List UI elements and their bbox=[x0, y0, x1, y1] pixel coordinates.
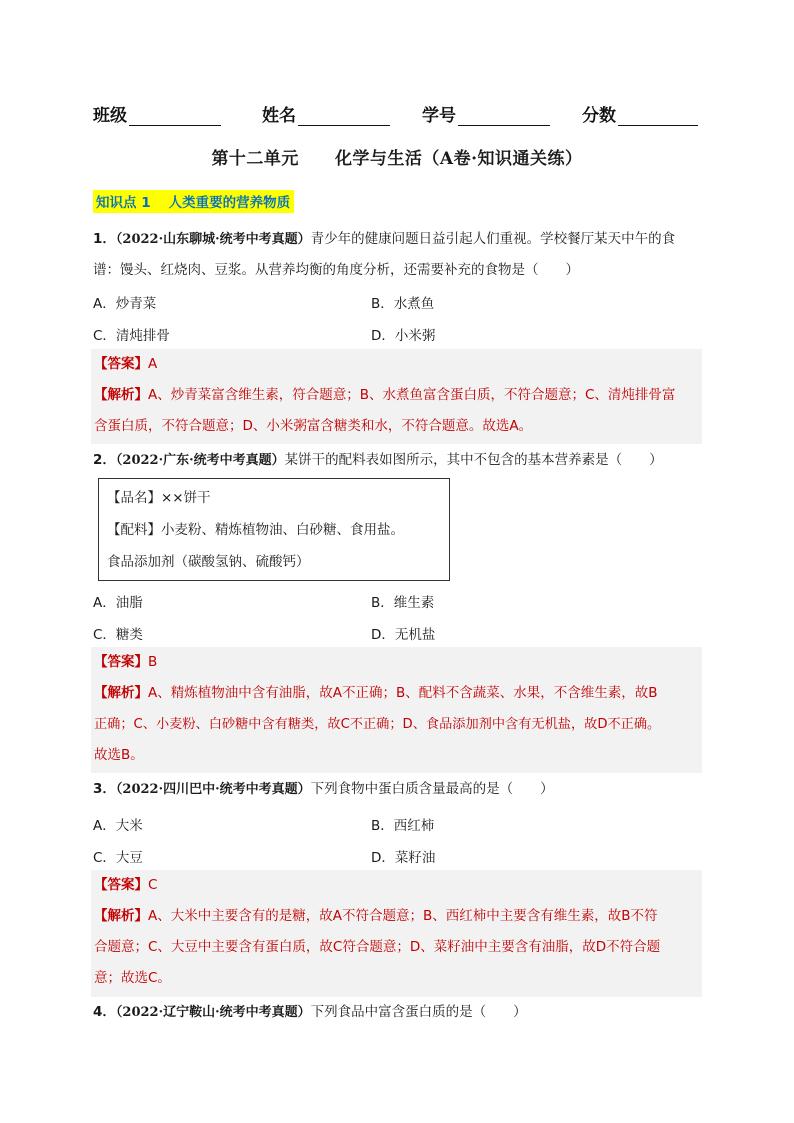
question-source: （2022·辽宁鞍山·统考中考真题） bbox=[115, 1005, 311, 1020]
option-c[interactable]: C．清炖排骨 bbox=[93, 328, 170, 344]
question-4-stem bbox=[93, 997, 705, 1028]
unit-number: 第十二单元 bbox=[211, 149, 299, 169]
option-b[interactable]: B．维生素 bbox=[371, 595, 435, 611]
option-b[interactable]: B．水煮鱼 bbox=[371, 296, 435, 312]
class-label: 班级 bbox=[93, 106, 127, 126]
answer-value: C bbox=[148, 877, 158, 893]
knowledge-point-heading bbox=[93, 190, 294, 213]
answer-tag: 【答案】 bbox=[94, 877, 148, 893]
option-a[interactable]: A．油脂 bbox=[93, 595, 143, 611]
analysis-text: 故选B。 bbox=[94, 747, 144, 763]
option-a[interactable]: A．大米 bbox=[93, 818, 143, 834]
analysis-text: A、大米中主要含有的是糖，故A不符合题意；B、西红柿中主要含有维生素，故B不符 bbox=[148, 908, 658, 924]
analysis-tag: 【解析】 bbox=[94, 387, 148, 403]
student-id-field bbox=[422, 101, 550, 126]
option-d[interactable]: D．小米粥 bbox=[371, 328, 436, 344]
question-source: （2022·四川巴中·统考中考真题） bbox=[115, 782, 311, 797]
option-a[interactable]: A．炒青菜 bbox=[93, 296, 157, 312]
analysis-text: 意；故选C。 bbox=[94, 970, 171, 986]
name-label: 姓名 bbox=[262, 106, 296, 126]
product-name-line: 【品名】××饼干 bbox=[107, 490, 211, 506]
question-text: 谱：馒头、红烧肉、豆浆。从营养均衡的角度分析，还需要补充的食物是（ ） bbox=[93, 262, 579, 278]
analysis-text: A、炒青菜富含维生素，符合题意；B、水煮鱼富含蛋白质，不符合题意；C、清炖排骨富 bbox=[148, 387, 676, 403]
question-2-stem bbox=[93, 445, 705, 476]
answer-tag: 【答案】 bbox=[94, 356, 148, 372]
question-1-stem bbox=[93, 224, 705, 286]
analysis-tag: 【解析】 bbox=[94, 685, 148, 701]
unit-subject: 化学与生活（A卷·知识通关练） bbox=[334, 149, 583, 169]
question-number: 2． bbox=[93, 452, 116, 468]
question-number: 3． bbox=[93, 781, 116, 797]
option-c[interactable]: C．糖类 bbox=[93, 627, 143, 643]
answer-tag: 【答案】 bbox=[94, 654, 148, 670]
ingredient-label-box bbox=[98, 478, 450, 581]
score-blank[interactable] bbox=[618, 107, 698, 126]
option-d[interactable]: D．无机盐 bbox=[371, 627, 436, 643]
question-number: 1． bbox=[93, 231, 116, 247]
name-field bbox=[262, 101, 390, 126]
option-b[interactable]: B．西红柿 bbox=[371, 818, 435, 834]
question-3-stem bbox=[93, 774, 705, 805]
student-id-label: 学号 bbox=[422, 106, 456, 126]
unit-title bbox=[0, 144, 794, 169]
question-text: 青少年的健康问题日益引起人们重视。学校餐厅某天中午的食 bbox=[310, 231, 676, 247]
question-source: （2022·山东聊城·统考中考真题） bbox=[115, 232, 311, 247]
analysis-text: A、精炼植物油中含有油脂，故A不正确；B、配料不含蔬菜、水果，不含维生素，故B bbox=[148, 685, 658, 701]
score-label: 分数 bbox=[582, 106, 616, 126]
question-source: （2022·广东·统考中考真题） bbox=[115, 453, 285, 468]
analysis-text: 含蛋白质，不符合题意；D、小米粥富含糖类和水，不符合题意。故选A。 bbox=[94, 418, 533, 434]
question-text: 下列食物中蛋白质含量最高的是（ ） bbox=[310, 781, 554, 797]
analysis-tag: 【解析】 bbox=[94, 908, 148, 924]
student-id-blank[interactable] bbox=[458, 107, 550, 126]
analysis-text: 合题意；C、大豆中主要含有蛋白质，故C符合题意；D、菜籽油中主要含有油脂，故D不符合题 bbox=[94, 939, 661, 955]
additives-line: 食品添加剂（碳酸氢钠、硫酸钙） bbox=[107, 554, 310, 570]
question-3-answer-box bbox=[91, 870, 702, 997]
question-1-answer-box bbox=[91, 349, 702, 444]
analysis-text: 正确；C、小麦粉、白砂糖中含有糖类，故C不正确；D、食品添加剂中含有无机盐，故D不正确。 bbox=[94, 717, 661, 732]
name-blank[interactable] bbox=[298, 107, 390, 126]
answer-value: A bbox=[148, 356, 158, 372]
question-number: 4． bbox=[93, 1004, 116, 1020]
answer-value: B bbox=[148, 654, 158, 670]
score-field bbox=[582, 101, 698, 126]
ingredients-line: 【配料】小麦粉、精炼植物油、白砂糖、食用盐。 bbox=[107, 522, 404, 538]
option-c[interactable]: C．大豆 bbox=[93, 850, 143, 866]
student-info-row bbox=[93, 101, 703, 127]
question-2-answer-box bbox=[91, 647, 702, 773]
class-blank[interactable] bbox=[129, 107, 221, 126]
question-text: 某饼干的配料表如图所示，其中不包含的基本营养素是（ ） bbox=[284, 452, 663, 468]
knowledge-point-title: 人类重要的营养物质 bbox=[168, 195, 291, 211]
knowledge-point-label: 知识点 1 bbox=[96, 195, 151, 211]
option-d[interactable]: D．菜籽油 bbox=[371, 850, 436, 866]
class-field bbox=[93, 101, 221, 126]
question-text: 下列食品中富含蛋白质的是（ ） bbox=[310, 1004, 527, 1020]
